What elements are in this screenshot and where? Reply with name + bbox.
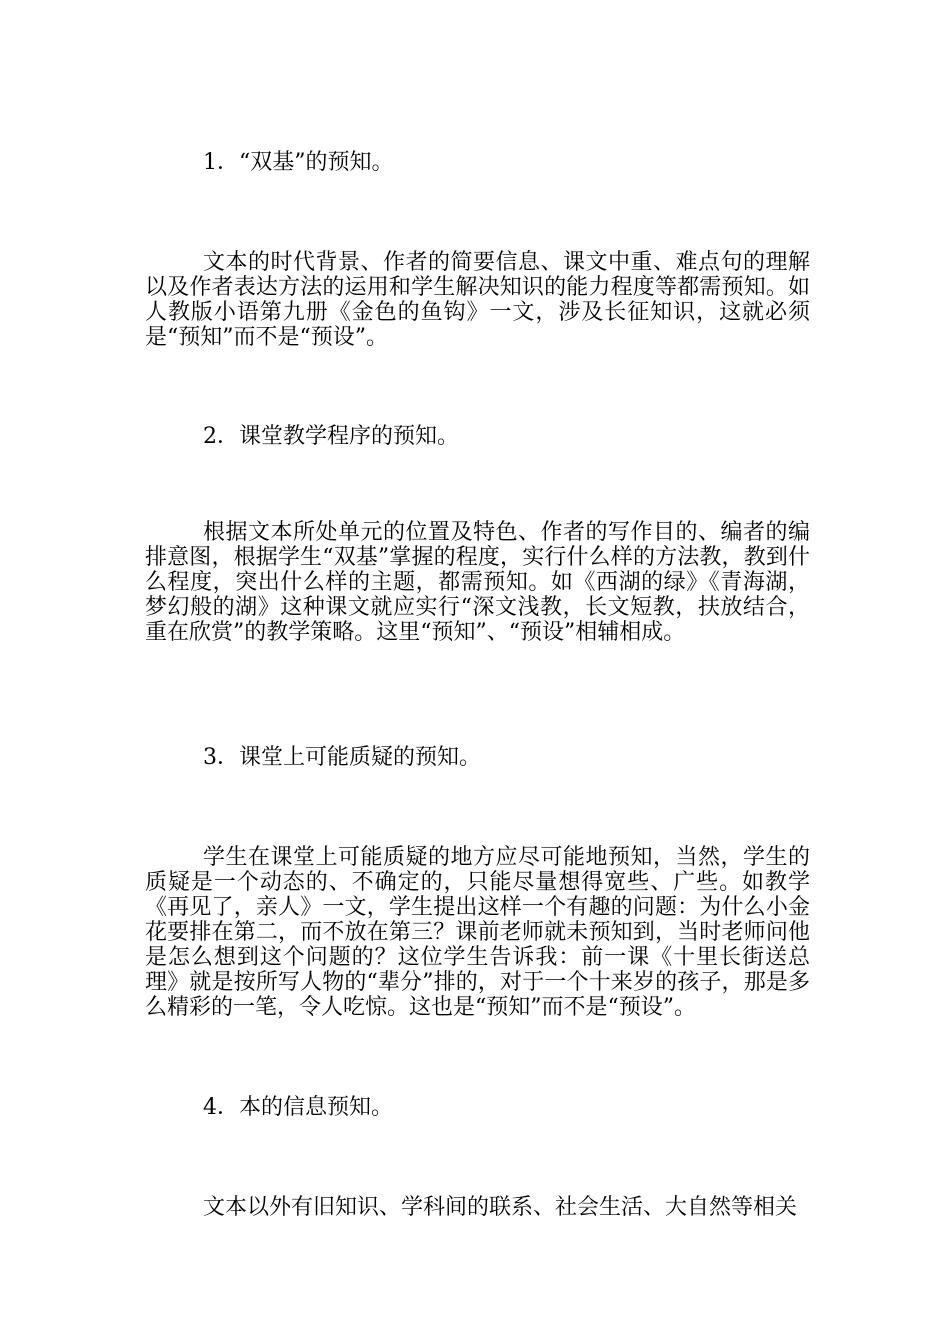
section-3-heading: 3．课堂上可能质疑的预知。 bbox=[203, 745, 481, 770]
section-1-heading: 1．“双基”的预知。 bbox=[203, 150, 394, 175]
section-2-heading: 2．课堂教学程序的预知。 bbox=[203, 424, 459, 449]
section-1-paragraph: 文本的时代背景、作者的简要信息、课文中重、难点句的理解以及作者表达方法的运用和学生解决知识的能力程度等都需预知。如人教版小语第九册《金色的鱼钩》一文，涉及长征知识，这就必须是“预知”而不是“预设”。 bbox=[145, 250, 810, 350]
section-4-paragraph: 文本以外有旧知识、学科间的联系、社会生活、大自然等相关 bbox=[203, 1195, 798, 1220]
section-4-heading: 4．本的信息预知。 bbox=[203, 1095, 393, 1120]
section-3-paragraph: 学生在课堂上可能质疑的地方应尽可能地预知，当然，学生的质疑是一个动态的、不确定的，只能尽量想得宽些、广些。如教学《再见了，亲人》一文，学生提出这样一个有趣的问题：为什么小金花要排在第二，而不放在第三？课前老师就未预知到，当时老师问他是怎么想到这个问题的？这位学生告诉我：前一课《十里长街送总理》就是按所写人物的“辈分”排的，对于一个十来岁的孩子，那是多么精彩的一笔，令人吃惊。这也是“预知”而不是“预设”。 bbox=[145, 845, 810, 1020]
section-2-paragraph: 根据文本所处单元的位置及特色、作者的写作目的、编者的编排意图，根据学生“双基”掌握的程度，实行什么样的方法教，教到什么程度，突出什么样的主题，都需预知。如《西湖的绿》《青海湖，梦幻般的湖》这种课文就应实行“深文浅教，长文短教，扶放结合，重在欣赏”的教学策略。这里“预知”、“预设”相辅相成。 bbox=[145, 520, 810, 645]
